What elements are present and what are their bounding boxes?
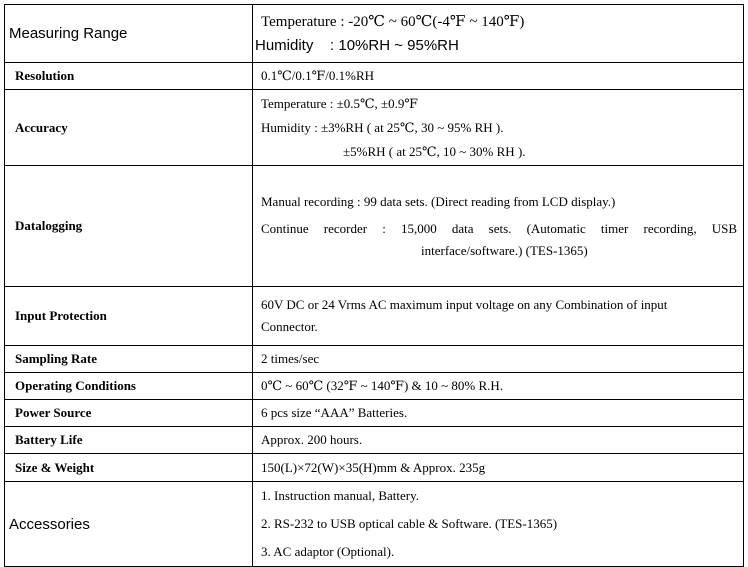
row-operating-conditions bbox=[5, 373, 744, 400]
row-resolution bbox=[5, 63, 744, 90]
value-measuring-range bbox=[253, 5, 744, 63]
label-sampling-rate: Sampling Rate bbox=[5, 346, 253, 373]
row-power-source bbox=[5, 400, 744, 427]
input-protection-line1: 60V DC or 24 Vrms AC maximum input voltage on any Combination of input bbox=[261, 297, 668, 312]
label-operating-conditions: Operating Conditions bbox=[5, 373, 253, 400]
value-input-protection bbox=[253, 287, 744, 346]
label-accessories: Accessories bbox=[5, 482, 253, 567]
value-sampling-rate: 2 times/sec bbox=[253, 346, 744, 373]
datalogging-manual: Manual recording : 99 data sets. (Direct reading from LCD display.) bbox=[261, 194, 616, 209]
row-accuracy bbox=[5, 90, 744, 166]
measuring-range-temperature: Temperature : -20℃ ~ 60℃(-4℉ ~ 140℉) bbox=[261, 13, 525, 30]
row-sampling-rate bbox=[5, 346, 744, 373]
row-battery-life bbox=[5, 427, 744, 454]
label-size-weight: Size & Weight bbox=[5, 454, 253, 482]
input-protection-line2: Connector. bbox=[261, 319, 318, 334]
row-accessories bbox=[5, 482, 744, 567]
accessories-item-3: 3. AC adaptor (Optional). bbox=[261, 544, 395, 559]
value-accessories bbox=[253, 482, 744, 567]
label-input-protection: Input Protection bbox=[5, 287, 253, 346]
accuracy-humidity: Humidity : ±3%RH ( at 25℃, 30 ~ 95% RH ). bbox=[261, 119, 504, 135]
label-resolution: Resolution bbox=[5, 63, 253, 90]
accessories-item-2: 2. RS-232 to USB optical cable & Software. (TES-1365) bbox=[261, 516, 558, 531]
value-resolution: 0.1℃/0.1℉/0.1%RH bbox=[253, 63, 744, 90]
accessories-item-1: 1. Instruction manual, Battery. bbox=[261, 488, 420, 503]
accuracy-temperature: Temperature : ±0.5℃, ±0.9℉ bbox=[261, 95, 419, 111]
accuracy-humidity-low: ±5%RH ( at 25℃, 10 ~ 30% RH ). bbox=[343, 143, 526, 159]
label-accuracy: Accuracy bbox=[5, 90, 253, 166]
value-power-source: 6 pcs size “AAA” Batteries. bbox=[253, 400, 744, 427]
row-size-weight bbox=[5, 454, 744, 482]
spec-table bbox=[4, 4, 744, 567]
row-measuring-range bbox=[5, 5, 744, 63]
value-size-weight: 150(L)×72(W)×35(H)mm & Approx. 235g bbox=[253, 454, 744, 482]
label-measuring-range: Measuring Range bbox=[5, 5, 253, 63]
datalogging-continue: Continue recorder : 15,000 data sets. (Automatic timer recording, USB bbox=[261, 221, 737, 236]
label-battery-life: Battery Life bbox=[5, 427, 253, 454]
value-datalogging bbox=[253, 166, 744, 287]
label-power-source: Power Source bbox=[5, 400, 253, 427]
label-datalogging: Datalogging bbox=[5, 166, 253, 287]
value-accuracy bbox=[253, 90, 744, 166]
datalogging-continue-cont: interface/software.) (TES-1365) bbox=[421, 243, 588, 258]
row-input-protection bbox=[5, 287, 744, 346]
value-operating-conditions: 0℃ ~ 60℃ (32℉ ~ 140℉) & 10 ~ 80% R.H. bbox=[253, 373, 744, 400]
row-datalogging bbox=[5, 166, 744, 287]
value-battery-life: Approx. 200 hours. bbox=[253, 427, 744, 454]
measuring-range-humidity: Humidity : 10%RH ~ 95%RH bbox=[255, 36, 459, 54]
